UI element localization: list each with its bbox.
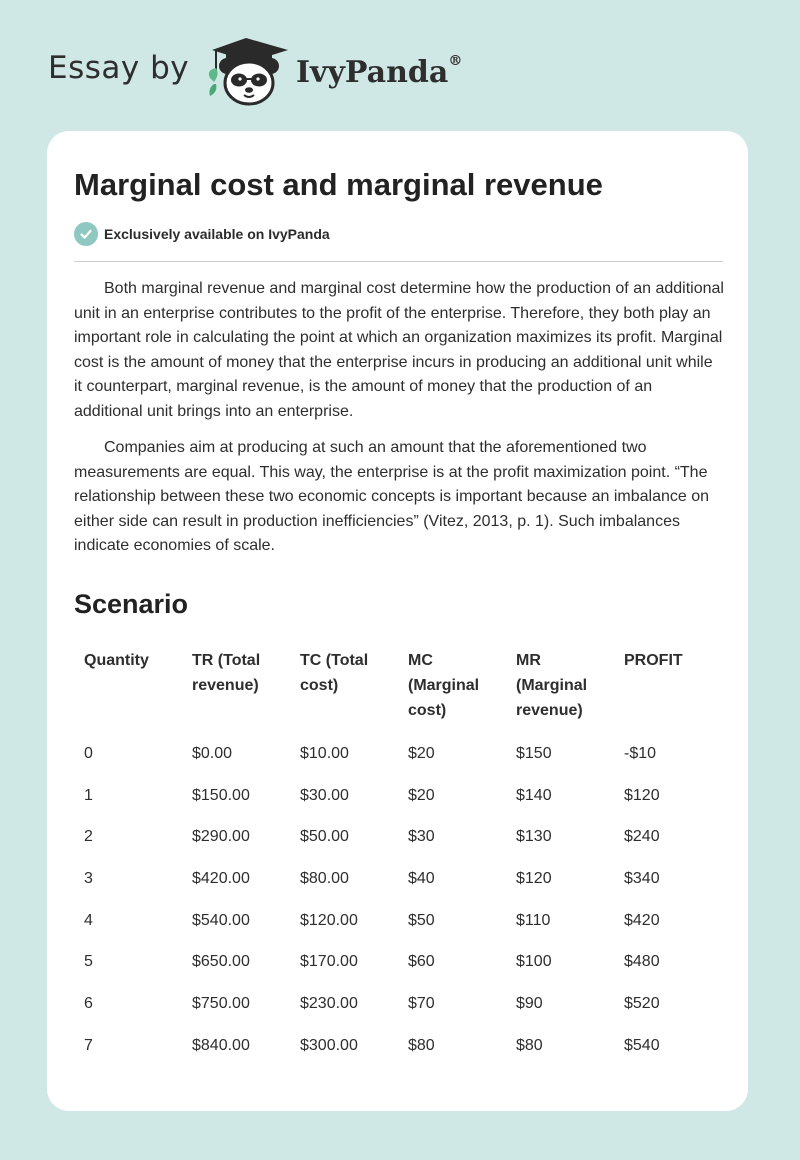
header-quantity: Quantity: [84, 652, 149, 669]
total-cost-cell: $30.00: [300, 786, 349, 804]
profit-cell: $420: [624, 911, 660, 929]
table-row: [74, 775, 724, 817]
profit-cell: $540: [624, 1036, 660, 1054]
marginal-cost-cell: $20: [408, 786, 435, 804]
paragraph: Companies aim at producing at such an amount that the aforementioned two measurements are equal. This way, the enterprise is at the profit maximization point. “The relationship between these two economic concepts is important because an imbalance on either side can result in production inefficiencies” (Vitez, 2013, p. 1). Such imbalances indicate economies of scale.: [74, 439, 710, 554]
header-total-revenue: TR (Total revenue): [192, 652, 261, 694]
table-row: [74, 983, 724, 1025]
quantity-cell: 2: [84, 828, 93, 846]
exclusive-badge: [74, 222, 330, 246]
total-cost-cell: $10.00: [300, 744, 349, 762]
total-cost-cell: $120.00: [300, 911, 358, 929]
marginal-cost-cell: $50: [408, 911, 435, 929]
marginal-cost-cell: $20: [408, 744, 435, 762]
profit-cell: $120: [624, 786, 660, 804]
total-cost-cell: $170.00: [300, 953, 358, 971]
total-cost-cell: $300.00: [300, 1036, 358, 1054]
site-header: [0, 0, 800, 128]
total-revenue-cell: $0.00: [192, 744, 233, 762]
table-row: [74, 733, 724, 775]
total-revenue-cell: $290.00: [192, 828, 250, 846]
marginal-cost-cell: $40: [408, 869, 435, 887]
profit-cell: -$10: [624, 744, 657, 762]
table-body: [74, 733, 724, 1067]
table-row: [74, 1025, 724, 1067]
total-revenue-cell: $750.00: [192, 994, 250, 1012]
header-marginal-revenue: MR (Marginal revenue): [516, 652, 588, 719]
table-row: [74, 816, 724, 858]
paragraph: Both marginal revenue and marginal cost determine how the production of an additional unit in an enterprise contributes to the profit of the enterprise. Therefore, they both play an important role in calculating the point at which an organization maximizes its profit. Marginal cost is the amount of money that the enterprise incurs in producing an additional unit while it counterpart, marginal revenue, is the amount of money that the production of an additional unit brings into an enterprise.: [74, 280, 724, 420]
profit-cell: $520: [624, 994, 660, 1012]
marginal-revenue-cell: $140: [516, 786, 552, 804]
quantity-cell: 1: [84, 786, 93, 804]
total-revenue-cell: $420.00: [192, 869, 250, 887]
marginal-revenue-cell: $90: [516, 994, 543, 1012]
table-row: [74, 941, 724, 983]
marginal-revenue-cell: $110: [516, 911, 551, 929]
scenario-table: [74, 641, 724, 1067]
marginal-revenue-cell: $100: [516, 953, 552, 971]
marginal-revenue-cell: $150: [516, 744, 552, 762]
total-revenue-cell: $840.00: [192, 1036, 250, 1054]
total-revenue-cell: $540.00: [192, 911, 250, 929]
profit-cell: $240: [624, 828, 660, 846]
marginal-cost-cell: $60: [408, 953, 435, 971]
marginal-cost-cell: $80: [408, 1036, 435, 1054]
marginal-cost-cell: $30: [408, 828, 435, 846]
quantity-cell: 7: [84, 1036, 93, 1054]
total-cost-cell: $230.00: [300, 994, 358, 1012]
marginal-revenue-cell: $80: [516, 1036, 543, 1054]
divider: [74, 261, 723, 262]
quantity-cell: 5: [84, 953, 93, 971]
marginal-cost-cell: $70: [408, 994, 435, 1012]
quantity-cell: 3: [84, 869, 93, 887]
brand-name: IvyPanda®: [296, 53, 463, 90]
header-total-cost: TC (Total cost): [300, 652, 369, 694]
header-marginal-cost: MC (Marginal cost): [408, 652, 480, 719]
total-cost-cell: $50.00: [300, 828, 349, 846]
article-body: [74, 277, 724, 571]
table-row: [74, 900, 724, 942]
exclusive-label: Exclusively available on IvyPanda: [104, 226, 330, 242]
profit-cell: $340: [624, 869, 660, 887]
total-cost-cell: $80.00: [300, 869, 349, 887]
quantity-cell: 0: [84, 744, 93, 762]
quantity-cell: 4: [84, 911, 93, 929]
quantity-cell: 6: [84, 994, 93, 1012]
check-icon: [74, 222, 98, 246]
header-profit: PROFIT: [624, 652, 683, 669]
essay-by-label: Essay by: [48, 50, 190, 86]
profit-cell: $480: [624, 953, 660, 971]
panda-graduate-icon: [200, 36, 292, 108]
page-title: Marginal cost and marginal revenue: [74, 167, 603, 202]
marginal-revenue-cell: $130: [516, 828, 552, 846]
total-revenue-cell: $150.00: [192, 786, 250, 804]
marginal-revenue-cell: $120: [516, 869, 552, 887]
total-revenue-cell: $650.00: [192, 953, 250, 971]
table-row: [74, 858, 724, 900]
section-title: Scenario: [74, 589, 189, 619]
table-header-row: [74, 641, 724, 733]
article-card: [47, 131, 748, 1111]
